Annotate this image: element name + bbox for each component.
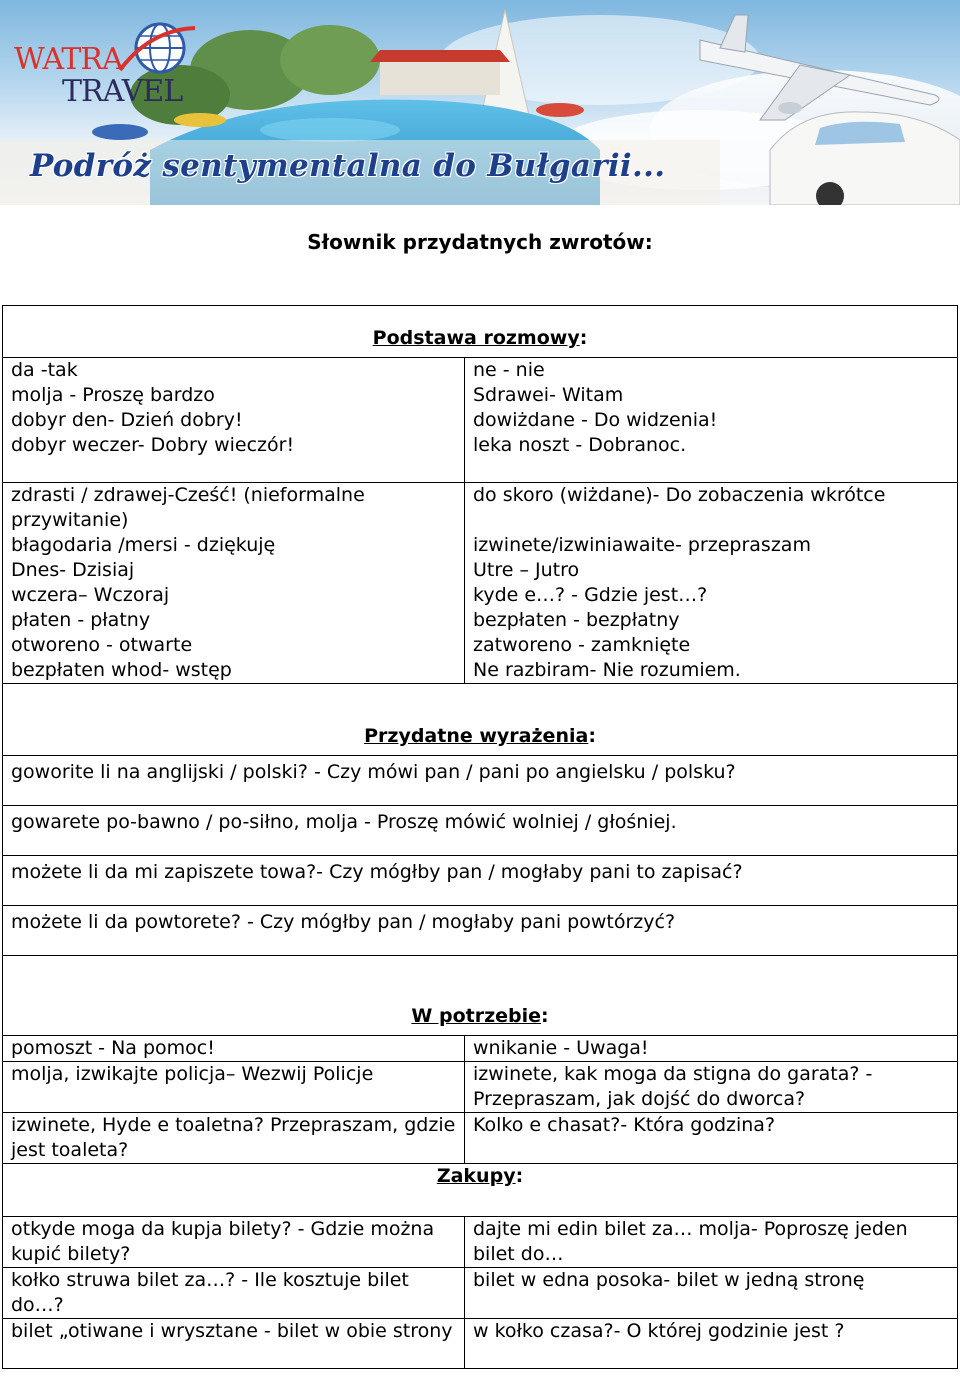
phrase-item: da -tak (11, 359, 78, 381)
phrase-item: Ne razbiram- Nie rozumiem. (473, 659, 741, 681)
phrase-item: dowiżdane - Do widzenia! (473, 409, 718, 431)
shopping-cell: bilet „otiwane i wrysztane - bilet w obie strony (3, 1319, 465, 1369)
phrase-item: molja - Proszę bardzo (11, 384, 215, 406)
phrase-item: dobyr den- Dzień dobry! (11, 409, 243, 431)
phrase-table (2, 305, 958, 1369)
phrase-item: otworeno - otwarte (11, 634, 193, 656)
logo-text-bottom: TRAVEL (62, 74, 183, 109)
useful-row: możete li da mi zapiszete towa?- Czy mógłby pan / mogłaby pani to zapisać? (3, 856, 958, 906)
section-heading-need: W potrzebie: (3, 956, 958, 1036)
useful-row: gowarete po-bawno / po-siłno, molja - Proszę mówić wolniej / głośniej. (3, 806, 958, 856)
phrase-item: izwinete/izwiniawaite- przepraszam (473, 534, 811, 556)
section-heading-useful: Przydatne wyrażenia: (3, 684, 958, 756)
shopping-cell: kołko struwa bilet za…? - Ile kosztuje bilet do…? (3, 1268, 465, 1319)
basic-left-bottom-cell (3, 483, 465, 684)
logo-text-top: WATRA (14, 42, 123, 77)
need-cell: Kolko e chasat?- Która godzina? (465, 1113, 958, 1164)
phrase-item: do skoro (wiżdane)- Do zobaczenia wkrótce (473, 484, 886, 506)
need-cell: molja, izwikajte policja– Wezwij Policje (3, 1062, 465, 1113)
phrase-item: błagodaria /mersi - dziękuję (11, 534, 276, 556)
phrase-item: leka noszt - Dobranoc. (473, 434, 687, 456)
phrase-item: płaten - płatny (11, 609, 151, 631)
basic-right-bottom-cell (465, 483, 958, 684)
phrase-item: bezpłaten whod- wstęp (11, 659, 232, 681)
need-cell: pomoszt - Na pomoc! (3, 1036, 465, 1062)
basic-right-top-cell (465, 358, 958, 483)
phrase-item: wczera– Wczoraj (11, 584, 170, 606)
page-title: Słownik przydatnych zwrotów: (307, 230, 653, 254)
phrase-item: zatworeno - zamknięte (473, 634, 691, 656)
phrase-item: Dnes- Dzisiaj (11, 559, 135, 581)
phrase-item: Sdrawei- Witam (473, 384, 624, 406)
phrase-item: ne - nie (473, 359, 545, 381)
banner-slogan: Podróż sentymentalna do Bułgarii... (30, 148, 666, 184)
useful-row: możete li da powtorete? - Czy mógłby pan / mogłaby pani powtórzyć? (3, 906, 958, 956)
need-cell: wnikanie - Uwaga! (465, 1036, 958, 1062)
basic-left-top-cell (3, 358, 465, 483)
header-banner (0, 0, 960, 205)
shopping-cell: dajte mi edin bilet za… molja- Poproszę jeden bilet do… (465, 1217, 958, 1268)
shopping-cell: w kołko czasa?- O której godzinie jest ? (465, 1319, 958, 1369)
phrase-item: bezpłaten - bezpłatny (473, 609, 680, 631)
useful-row: goworite li na anglijski / polski? - Czy mówi pan / pani po angielsku / polsku? (3, 756, 958, 806)
shopping-cell: bilet w edna posoka- bilet w jedną stronę (465, 1268, 958, 1319)
car-icon (770, 112, 960, 205)
phrase-item: Utre – Jutro (473, 559, 580, 581)
need-cell: izwinete, kak moga da stigna do garata? - Przepraszam, jak dojść do dworca? (465, 1062, 958, 1113)
need-cell: izwinete, Hyde e toaletna? Przepraszam, gdzie jest toaleta? (3, 1113, 465, 1164)
phrase-item: dobyr weczer- Dobry wieczór! (11, 434, 295, 456)
section-heading-basic: Podstawa rozmowy: (3, 306, 958, 358)
phrase-item (473, 508, 949, 533)
phrase-item: kyde e…? - Gdzie jest…? (473, 584, 708, 606)
watra-travel-logo (14, 30, 214, 110)
phrase-item: zdrasti / zdrawej-Cześć! (nieformalne przywitanie) (11, 484, 365, 531)
shopping-cell: otkyde moga da kupja bilety? - Gdzie można kupić bilety? (3, 1217, 465, 1268)
section-heading-shopping: Zakupy: (3, 1164, 958, 1217)
